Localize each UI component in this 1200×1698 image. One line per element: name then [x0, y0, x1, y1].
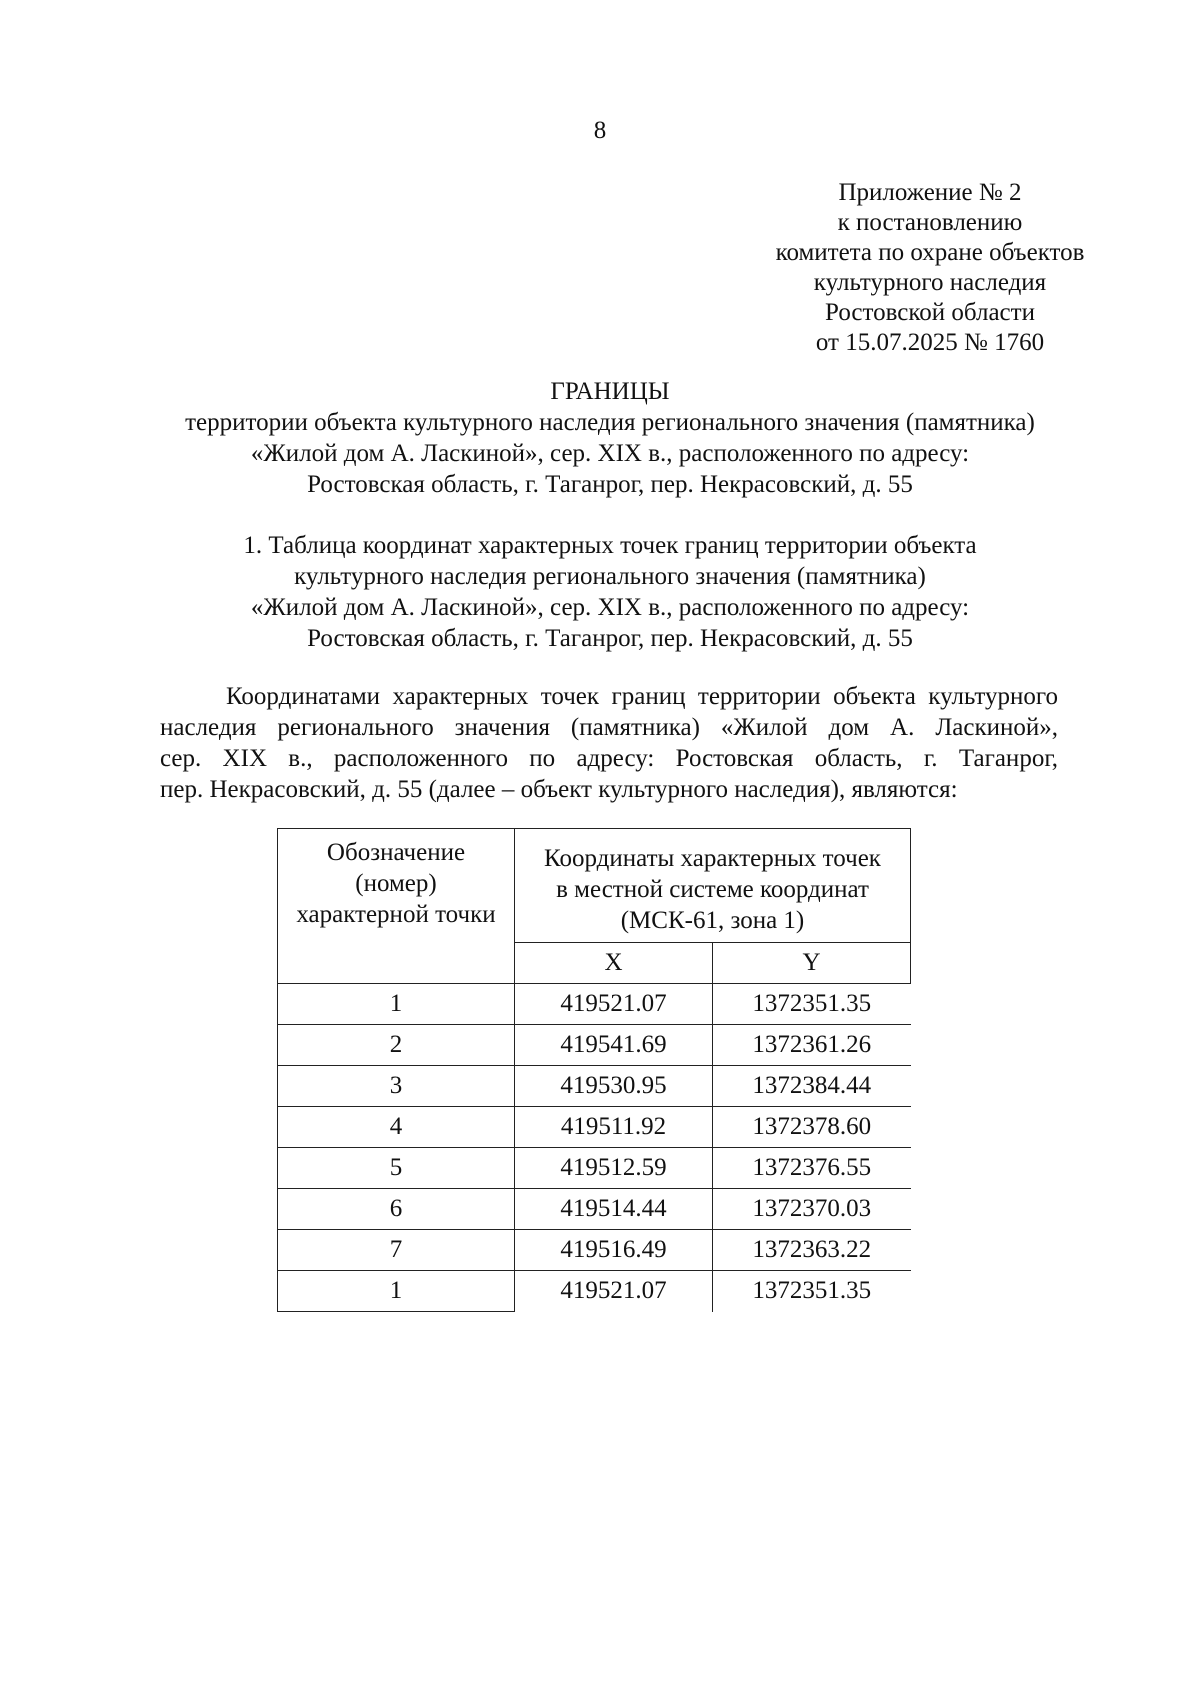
paragraph-line: наследия регионального значения (памятника) «Жилой дом А. Ласкиной», [160, 714, 1058, 741]
header-point-line: (номер) [355, 870, 437, 897]
header-x: X [515, 942, 713, 983]
appendix-line: к постановлению [837, 209, 1023, 236]
cell-x: 419541.69 [515, 1025, 713, 1066]
cell-point: 6 [278, 1189, 515, 1230]
cell-point: 4 [278, 1107, 515, 1148]
section-line: культурного наследия регионального значения (памятника) [294, 563, 926, 590]
title-heading: ГРАНИЦЫ [550, 378, 670, 405]
table-row [278, 1230, 911, 1271]
section-heading [160, 530, 1060, 654]
table-row [278, 1271, 911, 1312]
cell-x: 419521.07 [515, 984, 713, 1025]
appendix-line: Ростовской области [825, 299, 1035, 326]
cell-point: 1 [278, 1271, 515, 1312]
table-row [278, 1066, 911, 1107]
cell-x: 419530.95 [515, 1066, 713, 1107]
document-title [160, 376, 1060, 500]
paragraph-line: сер. XIX в., расположенного по адресу: Ростовская область, г. Таганрог, [160, 745, 1058, 772]
table-row [278, 984, 911, 1025]
appendix-line: от 15.07.2025 № 1760 [815, 329, 1045, 356]
cell-y: 1372351.35 [713, 1271, 911, 1312]
header-point-line: характерной точки [296, 901, 496, 928]
paragraph-line: Координатами характерных точек границ территории объекта культурного [226, 683, 1058, 710]
cell-x: 419511.92 [515, 1107, 713, 1148]
section-line: «Жилой дом А. Ласкиной», сер. XIX в., расположенного по адресу: [250, 594, 970, 621]
cell-point: 3 [278, 1066, 515, 1107]
table-row [278, 1025, 911, 1066]
cell-y: 1372384.44 [713, 1066, 911, 1107]
appendix-line: Приложение № 2 [838, 179, 1022, 206]
cell-point: 7 [278, 1230, 515, 1271]
table-row [278, 1148, 911, 1189]
table-row [278, 1107, 911, 1148]
section-line: 1. Таблица координат характерных точек границ территории объекта [243, 532, 977, 559]
title-line: территории объекта культурного наследия регионального значения (памятника) [185, 409, 1035, 436]
appendix-block [730, 178, 1130, 358]
cell-point: 1 [278, 984, 515, 1025]
appendix-line: комитета по охране объектов [775, 239, 1085, 266]
cell-y: 1372361.26 [713, 1025, 911, 1066]
header-y: Y [713, 942, 911, 983]
cell-x: 419521.07 [515, 1271, 713, 1312]
coordinates-table [277, 828, 911, 1312]
body-paragraph [160, 681, 1058, 805]
page-number: 8 [593, 117, 607, 144]
cell-x: 419514.44 [515, 1189, 713, 1230]
section-line: Ростовская область, г. Таганрог, пер. Некрасовский, д. 55 [307, 625, 913, 652]
header-coordinates [515, 829, 911, 943]
title-line: Ростовская область, г. Таганрог, пер. Некрасовский, д. 55 [307, 471, 913, 498]
cell-x: 419516.49 [515, 1230, 713, 1271]
cell-y: 1372376.55 [713, 1148, 911, 1189]
cell-y: 1372363.22 [713, 1230, 911, 1271]
header-point [278, 829, 515, 984]
header-coords-line: в местной системе координат [556, 875, 869, 903]
table-row [278, 1189, 911, 1230]
appendix-line: культурного наследия [813, 269, 1047, 296]
header-coords-line: Координаты характерных точек [544, 844, 881, 872]
cell-point: 5 [278, 1148, 515, 1189]
cell-point: 2 [278, 1025, 515, 1066]
cell-y: 1372351.35 [713, 984, 911, 1025]
paragraph-line: пер. Некрасовский, д. 55 (далее – объект культурного наследия), являются: [160, 776, 958, 803]
header-point-line: Обозначение [326, 839, 466, 866]
header-coords-line: (МСК-61, зона 1) [620, 906, 805, 934]
title-line: «Жилой дом А. Ласкиной», сер. XIX в., расположенного по адресу: [250, 440, 970, 467]
cell-y: 1372378.60 [713, 1107, 911, 1148]
cell-y: 1372370.03 [713, 1189, 911, 1230]
cell-x: 419512.59 [515, 1148, 713, 1189]
